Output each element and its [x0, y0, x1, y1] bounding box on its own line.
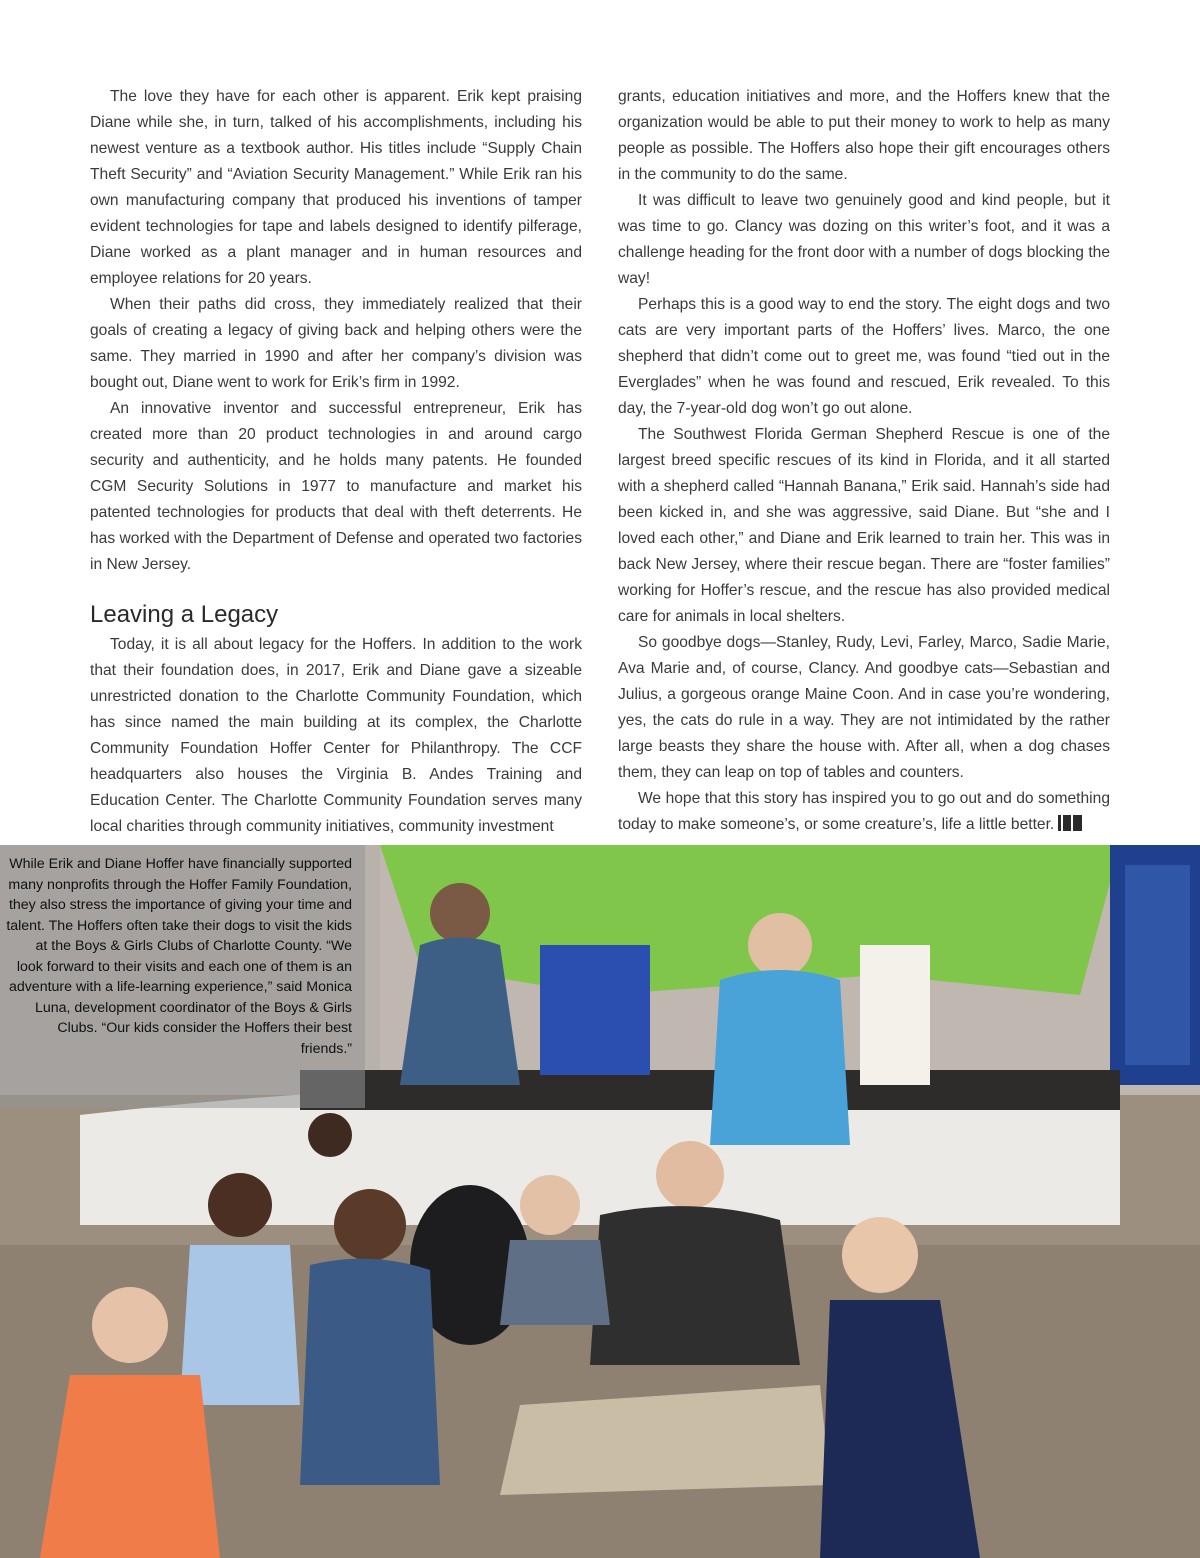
- paragraph-continuation: grants, education initiatives and more, and the Hoffers knew that the organization would be able to put their money to work to help as many people as possible. The Hoffers also hope their gift encourages others in the community to do the same.: [618, 88, 1110, 183]
- section-heading: Leaving a Legacy: [90, 601, 279, 628]
- paragraph: The love they have for each other is apparent. Erik kept praising Diane while she, in turn, talked of his accomplishments, including his newest venture as a textbook author. His titles include “Supply Chain Theft Security” and “Aviation Security Management.” While Erik ran his own manufacturing company that produced his inventions of tamper evident technologies for tape and labels designed to identify pilferage, Diane worked as a plant manager and in human resources and employee relations for 20 years.: [90, 88, 582, 287]
- paragraph: An innovative inventor and successful entrepreneur, Erik has created more than 20 product technologies in and around cargo security and authenticity, and he holds many patents. He founded CGM Security Solutions in 1977 to manufacture and market his patented technologies for products that deal with theft deterrents. He has worked with the Department of Defense and operated two factories in New Jersey.: [90, 400, 582, 573]
- end-of-story-icon: [1058, 815, 1082, 831]
- final-paragraph: [618, 786, 1110, 838]
- paragraph: It was difficult to leave two genuinely good and kind people, but it was time to go. Clancy was dozing on this writer’s foot, and it was a challenge heading for the front door with a number of dogs blocking the way!: [618, 192, 1110, 287]
- paragraph: So goodbye dogs—Stanley, Rudy, Levi, Farley, Marco, Sadie Marie, Ava Marie and, of course, Clancy. And goodbye cats—Sebastian and Julius, a gorgeous orange Maine Coon. And in case you’re wondering, yes, the cats do rule in a way. They are not intimidated by the rather large beasts they share the house with. After all, when a dog chases them, they can leap on top of tables and counters.: [618, 634, 1110, 781]
- paragraph: The Southwest Florida German Shepherd Rescue is one of the largest breed specific rescues of its kind in Florida, and it all started with a shepherd called “Hannah Banana,” Erik said. Hannah’s side had been kicked in, and she was aggressive, said Diane. But “she and I loved each other,” and Diane and Erik learned to train her. This was in back New Jersey, where their rescue began. There are “foster families” working for Hoffer’s rescue, and the rescue has also provided medical care for animals in local shelters.: [618, 426, 1110, 625]
- final-paragraph-text: We hope that this story has inspired you to go out and do something today to make someone’s, or some creature’s, life a little better.: [618, 790, 1110, 833]
- photo-caption: While Erik and Diane Hoffer have financially supported many nonprofits through the Hoffer Family Foundation, they also stress the importance of giving your time and talent. The Hoffers often take their dogs to visit the kids at the Boys & Girls Clubs of Charlotte County. “We look forward to their visits and each one of them is an adventure with a life-learning experience,” said Monica Luna, development coordinator of the Boys & Girls Clubs. “Our kids consider the Hoffers their best friends.”: [6, 856, 352, 1057]
- paragraph: When their paths did cross, they immediately realized that their goals of creating a legacy of giving back and helping others were the same. They married in 1990 and after her company’s division was bought out, Diane went to work for Erik’s firm in 1992.: [90, 296, 582, 391]
- paragraph: Today, it is all about legacy for the Hoffers. In addition to the work that their foundation does, in 2017, Erik and Diane gave a sizeable unrestricted donation to the Charlotte Community Foundation, which has since named the main building at its complex, the Charlotte Community Foundation Hoffer Center for Philanthropy. The CCF headquarters also houses the Virginia B. Andes Training and Education Center. The Charlotte Community Foundation serves many local charities through community initiatives, community investment: [90, 636, 582, 835]
- left-column: [90, 84, 582, 840]
- paragraph: Perhaps this is a good way to end the story. The eight dogs and two cats are very important parts of the Hoffers’ lives. Marco, the one shepherd that didn’t come out to greet me, was found “tied out in the Everglades” when he was found and rescued, Erik revealed. To this day, the 7-year-old dog won’t go out alone.: [618, 296, 1110, 417]
- right-column: [618, 84, 1110, 838]
